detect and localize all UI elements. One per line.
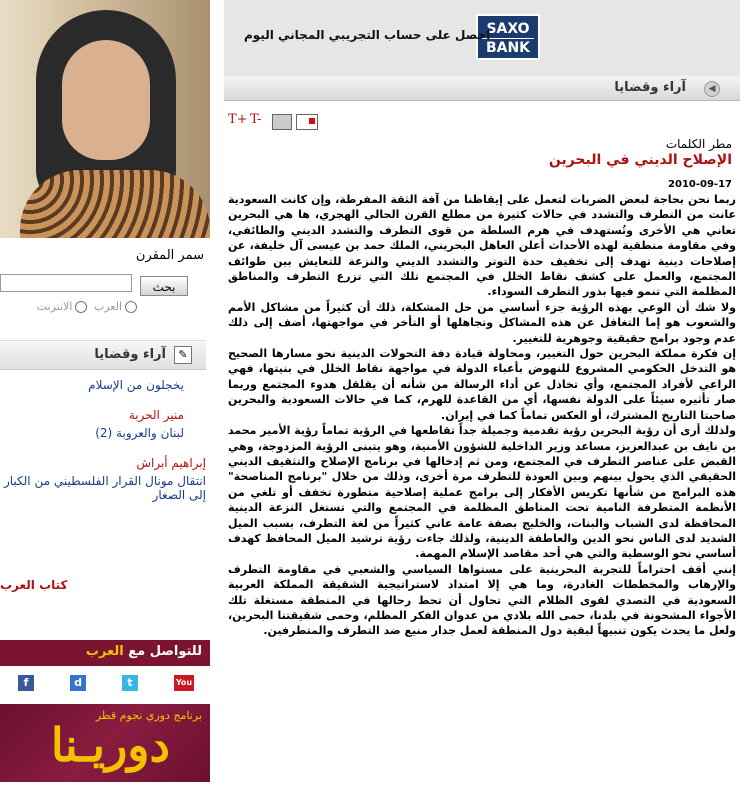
facebook-icon[interactable]: f [18, 675, 34, 691]
delicious-icon[interactable]: d [70, 675, 86, 691]
ad-brand-bottom: BANK [485, 40, 531, 56]
article-body [228, 192, 736, 639]
author-name[interactable]: سمر المقرن [135, 248, 204, 263]
article-paragraph: إن فكرة مملكة البحرين حول التغيير، ومحاولة قيادة دفة التحولات الدينية نحو مسارها الصحيح هو التدخل الحكومي المشروع للنهوض بأعباء الدولة في مواجهة نقاط الخلل في بنيتها، فهي الراعي لأفراد المجتمع، وأي تخاذل عن أداء الرسالة من شأنه أن يقلقل هدوء المجتمع وربما صار تأثيره سيئاً على الدولة نفسها، أي من القاعدة للهرم، كما في حالات السعودية والبحرين صاحبتا التاريخ المشترك، أو العكس تماماً كما في إيران. [228, 347, 736, 422]
writers-link[interactable]: كتاب العرب [0, 578, 68, 592]
list-item[interactable] [0, 378, 184, 392]
article-title: الإصلاح الديني في البحرين [548, 152, 732, 168]
opinion-link[interactable]: لبنان والعروبة (2) [95, 426, 184, 440]
saxo-bank-ad[interactable] [224, 0, 740, 76]
ad-text: احصل على حساب التجريبي المجاني اليوم [244, 28, 491, 42]
chevron-left-icon: ◀ [704, 81, 720, 97]
section-title: آراء وقضايا [614, 80, 686, 95]
article-paragraph: ربما نحن بحاجة لبعض الضربات لتعمل على إيقاظنا من آفة الثقة المفرطة، وإن كانت السعودية عانت من التطرف والتشدد في حالات كثيرة من مطلع القرن الحالي الهجري، ها هي البحرين تعاني هي الأخرى وتُستهدف في هرم السلطة من قوى التطرف والتشدد الديني والطائفي، وفي مقاومة منطقية لهذه الأحداث أعلن العاهل البحريني، الملك حمد بن عيسى آل خليفة، عن إصلاحات دينية تهدف إلى تخفيف حدة التوتر والتشدد الديني والنزعة للتعايش بين طوائف المجتمع، والعمل على كشف نقاط الخلل في المجتمع تلك التي تزرع التطرف والمناطق المظلمة التي تنمو فيها بذور التطرف السوداء. [228, 193, 736, 299]
connect-label: للتواصل مع العرب [85, 644, 202, 659]
banner-subtitle: برنامج دوري نجوم قطر [95, 709, 202, 722]
list-item[interactable] [0, 408, 184, 440]
author-portrait [0, 0, 210, 238]
search-scope-options [0, 300, 140, 316]
opinion-link[interactable]: يخجلون من الإسلام [88, 378, 184, 392]
print-icon[interactable] [272, 114, 292, 130]
opinion-link[interactable]: انتقال مونال القرار الفلسطيني من الكبار إلى الصغار [3, 474, 206, 502]
section-header [224, 76, 740, 101]
search-button-label: بحث [152, 280, 176, 294]
pencil-icon: ✎ [174, 346, 192, 364]
radio-icon[interactable] [75, 301, 87, 313]
email-icon[interactable] [296, 114, 318, 130]
article-tools [228, 112, 328, 132]
column-name: مطر الكلمات [665, 137, 732, 151]
opinion-author[interactable]: إبراهيم أبراش [136, 456, 206, 470]
search-option-arab: العرب [93, 300, 122, 313]
opinions-header [0, 340, 206, 370]
article-date: 2010-09-17 [668, 179, 732, 190]
connect-bar [0, 640, 210, 666]
radio-icon[interactable] [125, 301, 137, 313]
banner-logo-text: دوريـنا [50, 718, 170, 772]
font-decrease-button[interactable]: T- [250, 112, 262, 127]
search-option-internet: الانترنت [36, 300, 73, 313]
search-button[interactable] [140, 276, 188, 296]
list-item[interactable] [0, 456, 206, 502]
opinions-header-label: آراء وقضايا [94, 347, 166, 362]
opinion-author[interactable]: منير الحربة [128, 408, 184, 422]
font-increase-button[interactable]: T+ [228, 112, 248, 127]
article-paragraph: إنني أقف احتراماً للتجربة البحرينية على مستواها السياسي والشعبي في مقاومة التطرف والإرهاب والمخططات الغادرة، وما هي إلا امتداد لاستراتيجية الشقيقة المملكة العربية السعودية في التصدي لقوى الظلام التي تحاول أن تحط رحالها في المنطقة مستغلة تلك الأجواء المشحونة في بلدنا، حمى الله بلادي من عدوان الفكر المظلم، وحمى شقيقتنا البحرين، ولعل ما يحدث يكون تنبيهاً لبقية دول المنطقة لعمل جدار منيع ضد التطرف والمتطرفين. [228, 562, 736, 638]
article-paragraph: ولذلك أرى أن رؤية البحرين رؤية تقدمية وجميلة جداً تقاطعها في الرؤية تماماً رؤية الأمير محمد بن نايف بن عبدالعزيز، مساعد وزير الداخلية للشؤون الأمنية، وهو يتبنى الرؤية المزدوجة، وهي القبض على عناصر التطرف في المجتمع، ومن ثم إدخالها في برنامج الإصلاح والتثقيف الديني الحقيقي الذي يحول بينهم وبين العودة للتطرف مرة أخرى، وذلك من خلال "برنامج المناصحة" هذه البرامج من شأنها تكريس الأفكار إلى برامج عملية إصلاحية متطورة تخفف أو تلغي من الأنظمة المتطرفة النامية تحت المناطق المظلمة في المجتمع والتي تستغل النزعة الدينية المحافظة لدى الشباب والبنات، والخليج بصفة عامة عاني كثيراً من لغة التطرف، بسبب الميل الشديد لدى الناس نحو الدين والعاطفة الدينية، ولذلك جاءت رؤية ترشيد الميل المحافظ كهدف أساسي نحو الوسطية والتي هي أحد مقاصد الإسلام المهمة. [228, 424, 736, 561]
youtube-icon[interactable]: You [174, 675, 194, 691]
left-sidebar [0, 0, 214, 798]
article-paragraph: ولا شك أن الوعي بهذه الرؤية جزء أساسي من حل المشكلة، ذلك أن كثيراً من مشاكل الأمم والشعوب هو إما التغافل عن هذه المشاكل وتجاهلها أو التأخر في مواجهتها، أضف إلى ذلك عدم وجود برامج حقيقية وجوهرية للتغيير. [228, 300, 736, 345]
dawrina-banner[interactable] [0, 704, 210, 782]
ad-brand-top: SAXO [486, 21, 530, 37]
twitter-icon[interactable]: t [122, 675, 138, 691]
search-input[interactable] [0, 274, 132, 292]
